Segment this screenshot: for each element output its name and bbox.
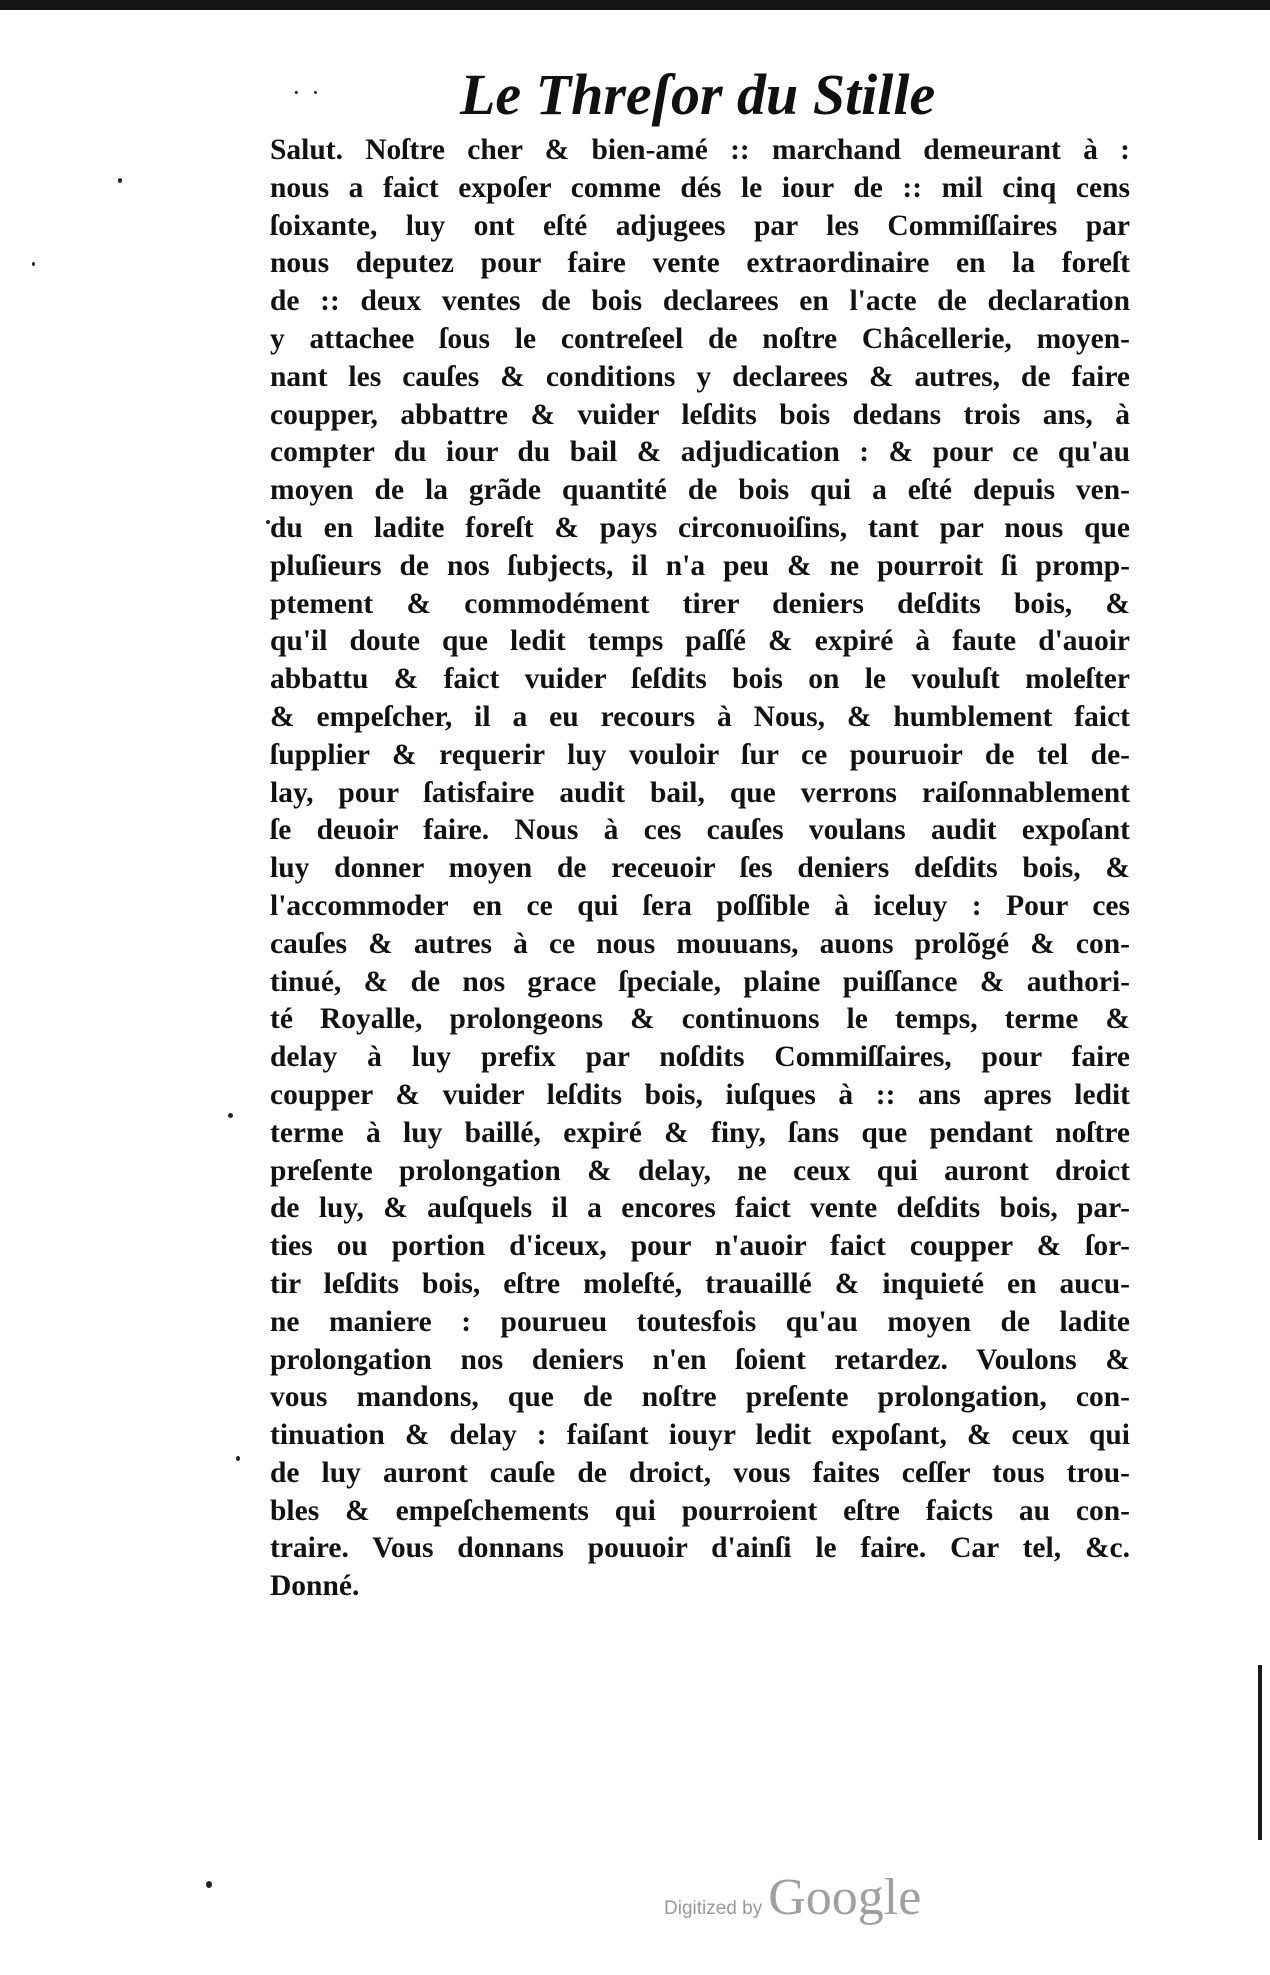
- text-line: coupper, abbattre & vuider leſdits bois dedans trois ans, à: [270, 398, 1130, 431]
- text-line: luy donner moyen de receuoir ſes deniers deſdits bois, &: [270, 852, 1130, 885]
- text-line: ſe deuoir faire. Nous à ces cauſes voulans audit expoſant: [270, 814, 1130, 847]
- text-line: tinuation & delay : faiſant iouyr ledit expoſant, & ceux qui: [270, 1419, 1130, 1452]
- text-line: delay à luy prefix par noſdits Commiſſaires, pour faire: [270, 1041, 1130, 1074]
- text-line: traire. Vous donnans pouuoir d'ainſi le faire. Car tel, &c.: [270, 1532, 1130, 1565]
- text-line: y attachee ſous le contreſeel de noſtre Châcellerie, moyen-: [270, 322, 1130, 355]
- text-line: ſoixante, luy ont eſté adjugees par les Commiſſaires par: [270, 209, 1130, 242]
- text-line: bles & empeſchements qui pourroient eſtre faicts au con-: [270, 1494, 1130, 1527]
- text-line: tir leſdits bois, eſtre moleſté, trauaillé & inquieté en aucu-: [270, 1267, 1130, 1300]
- text-line: Salut. Noſtre cher & bien-amé :: marchand demeurant à :: [270, 134, 1130, 166]
- text-line: qu'il doute que ledit temps paſſé & expiré à faute d'auoir: [270, 625, 1130, 658]
- body-text: [270, 132, 1130, 1606]
- text-line: du en ladite foreſt & pays circonuoiſins, tant par nous que: [270, 511, 1130, 544]
- ink-speck: [118, 178, 122, 183]
- text-line: & empeſcher, il a eu recours à Nous, & humblement faict: [270, 700, 1130, 733]
- ink-speck: [236, 1456, 240, 1461]
- text-line: nant les cauſes & conditions y declarees & autres, de faire: [270, 360, 1130, 393]
- text-line: Donné.: [270, 1570, 360, 1603]
- text-line: nous a faict expoſer comme dés le iour de :: mil cinq cens: [270, 171, 1130, 204]
- text-line: de :: deux ventes de bois declarees en l'acte de declaration: [270, 285, 1130, 318]
- top-scan-border: [0, 0, 1270, 10]
- text-line: nous deputez pour faire vente extraordinaire en la foreſt: [270, 247, 1130, 280]
- ink-speck: [206, 1881, 212, 1888]
- text-line: tinué, & de nos grace ſpeciale, plaine puiſſance & authori-: [270, 965, 1130, 998]
- watermark-brand: Google: [768, 1869, 922, 1926]
- text-line: de luy, & auſquels il a encores faict vente deſdits bois, par-: [270, 1192, 1130, 1225]
- text-line: de luy auront cauſe de droict, vous faites ceſſer tous trou-: [270, 1456, 1130, 1489]
- text-line: té Royalle, prolongeons & continuons le temps, terme &: [270, 1003, 1130, 1036]
- text-line: vous mandons, que de noſtre preſente prolongation, con-: [270, 1381, 1130, 1414]
- text-line: prolongation nos deniers n'en ſoient retardez. Voulons &: [270, 1343, 1130, 1376]
- text-line: lay, pour ſatisfaire audit bail, que verrons raiſonnablement: [270, 776, 1130, 809]
- page-marks: · ·: [292, 78, 322, 107]
- text-line: pluſieurs de nos ſubjects, il n'a peu & ne pourroit ſi promp-: [270, 549, 1130, 582]
- text-line: compter du iour du bail & adjudication : & pour ce qu'au: [270, 436, 1130, 469]
- text-line: coupper & vuider leſdits bois, iuſques à :: ans apres ledit: [270, 1078, 1130, 1111]
- digitization-watermark: [664, 1868, 921, 1928]
- right-scan-edge: [1258, 1665, 1262, 1840]
- ink-speck: [32, 262, 35, 266]
- text-line: ne maniere : pourueu toutesfois qu'au moyen de ladite: [270, 1305, 1130, 1338]
- text-line: terme à luy baillé, expiré & finy, ſans que pendant noſtre: [270, 1116, 1130, 1149]
- text-line: ties ou portion d'iceux, pour n'auoir faict coupper & ſor-: [270, 1230, 1130, 1263]
- text-line: abbattu & faict vuider ſeſdits bois on le vouluſt moleſter: [270, 663, 1130, 696]
- text-line: preſente prolongation & delay, ne ceux qui auront droict: [270, 1154, 1130, 1187]
- text-line: ptement & commodément tirer deniers deſdits bois, &: [270, 587, 1130, 620]
- ink-speck: [266, 520, 270, 524]
- running-head: Le Threſor du Stille: [460, 62, 936, 127]
- text-line: ſupplier & requerir luy vouloir ſur ce pouruoir de tel de-: [270, 738, 1130, 771]
- ink-speck: [228, 1113, 233, 1118]
- text-line: cauſes & autres à ce nous mouuans, auons prolõgé & con-: [270, 927, 1130, 960]
- text-line: moyen de la grãde quantité de bois qui a eſté depuis ven-: [270, 474, 1130, 507]
- watermark-prefix: Digitized by: [664, 1898, 763, 1919]
- text-line: l'accommoder en ce qui ſera poſſible à iceluy : Pour ces: [270, 889, 1130, 922]
